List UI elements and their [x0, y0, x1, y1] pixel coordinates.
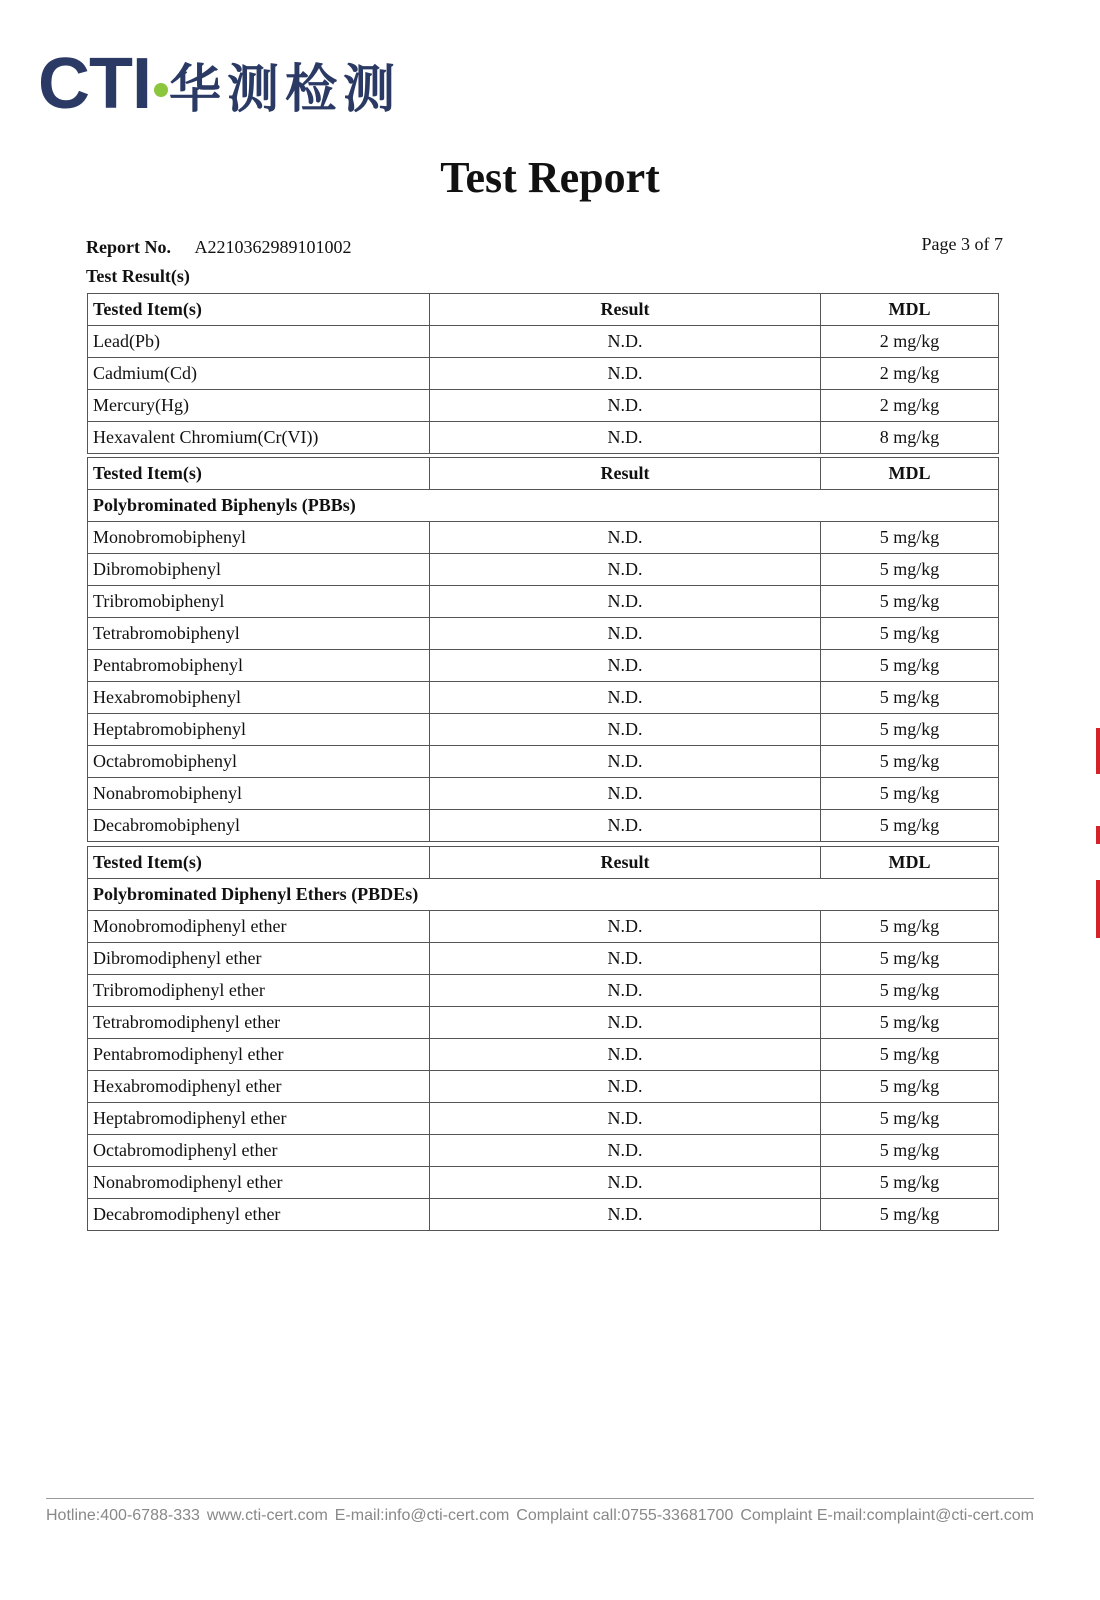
- result-cell: N.D.: [430, 1167, 821, 1199]
- mdl-cell: 5 mg/kg: [821, 1071, 999, 1103]
- report-number-label: Report No.: [86, 237, 171, 257]
- result-cell: N.D.: [430, 422, 821, 454]
- footer-website: www.cti-cert.com: [206, 1507, 328, 1524]
- table-row: [88, 1039, 999, 1071]
- mdl-cell: 5 mg/kg: [821, 975, 999, 1007]
- header-mdl: MDL: [821, 847, 999, 879]
- mdl-cell: 5 mg/kg: [821, 943, 999, 975]
- tested-item-cell: Monobromodiphenyl ether: [88, 911, 430, 943]
- mdl-cell: 2 mg/kg: [821, 326, 999, 358]
- tested-item-cell: Hexabromobiphenyl: [88, 682, 430, 714]
- page-title: Test Report: [440, 153, 660, 202]
- table-row: [88, 714, 999, 746]
- tested-item-cell: Octabromobiphenyl: [88, 746, 430, 778]
- result-cell: N.D.: [430, 1039, 821, 1071]
- result-cell: N.D.: [430, 714, 821, 746]
- seal-stamp-fragment: [1096, 728, 1100, 774]
- result-cell: N.D.: [430, 975, 821, 1007]
- result-cell: N.D.: [430, 358, 821, 390]
- group-title: Polybrominated Biphenyls (PBBs): [88, 490, 999, 522]
- tested-item-cell: Nonabromobiphenyl: [88, 778, 430, 810]
- tested-item-cell: Heptabromodiphenyl ether: [88, 1103, 430, 1135]
- mdl-cell: 5 mg/kg: [821, 522, 999, 554]
- result-cell: N.D.: [430, 810, 821, 842]
- report-number-value: A2210362989101002: [194, 237, 352, 257]
- table-row: [88, 975, 999, 1007]
- tested-item-cell: Mercury(Hg): [88, 390, 430, 422]
- mdl-cell: 5 mg/kg: [821, 586, 999, 618]
- table-row: [88, 618, 999, 650]
- tested-item-cell: Hexavalent Chromium(Cr(VI)): [88, 422, 430, 454]
- tested-item-cell: Decabromodiphenyl ether: [88, 1199, 430, 1231]
- tested-item-cell: Monobromobiphenyl: [88, 522, 430, 554]
- tested-item-cell: Tribromodiphenyl ether: [88, 975, 430, 1007]
- cti-logo: [38, 40, 401, 124]
- mdl-cell: 5 mg/kg: [821, 1167, 999, 1199]
- result-cell: N.D.: [430, 650, 821, 682]
- tested-item-cell: Dibromodiphenyl ether: [88, 943, 430, 975]
- result-cell: N.D.: [430, 943, 821, 975]
- table-row: [88, 650, 999, 682]
- table-row: [88, 810, 999, 842]
- table-row: [88, 1007, 999, 1039]
- table-row: [88, 586, 999, 618]
- result-cell: N.D.: [430, 1135, 821, 1167]
- tested-item-cell: Heptabromobiphenyl: [88, 714, 430, 746]
- report-number-line: [86, 237, 352, 258]
- table-row: [88, 778, 999, 810]
- header-tested-items: Tested Item(s): [88, 294, 430, 326]
- table-header-row: [88, 458, 999, 490]
- table-row: [88, 746, 999, 778]
- table-header-row: [88, 294, 999, 326]
- mdl-cell: 5 mg/kg: [821, 650, 999, 682]
- tested-item-cell: Octabromodiphenyl ether: [88, 1135, 430, 1167]
- footer: [46, 1507, 1034, 1525]
- tested-item-cell: Nonabromodiphenyl ether: [88, 1167, 430, 1199]
- result-cell: N.D.: [430, 1071, 821, 1103]
- mdl-cell: 5 mg/kg: [821, 1135, 999, 1167]
- mdl-cell: 5 mg/kg: [821, 911, 999, 943]
- page-number: Page 3 of 7: [921, 234, 1003, 254]
- result-cell: N.D.: [430, 522, 821, 554]
- result-cell: N.D.: [430, 911, 821, 943]
- pbb-table-body: [88, 458, 999, 842]
- heavy-metals-table-body: [88, 294, 999, 454]
- header-mdl: MDL: [821, 294, 999, 326]
- table-row: [88, 943, 999, 975]
- table-row: [88, 522, 999, 554]
- pbde-table: [87, 846, 999, 1231]
- pbde-table-body: [88, 847, 999, 1231]
- result-cell: N.D.: [430, 586, 821, 618]
- table-row: [88, 1071, 999, 1103]
- result-cell: N.D.: [430, 746, 821, 778]
- result-cell: N.D.: [430, 682, 821, 714]
- mdl-cell: 5 mg/kg: [821, 1007, 999, 1039]
- pbb-table: [87, 457, 999, 842]
- mdl-cell: 2 mg/kg: [821, 390, 999, 422]
- result-cell: N.D.: [430, 778, 821, 810]
- tested-item-cell: Pentabromobiphenyl: [88, 650, 430, 682]
- tested-item-cell: Tetrabromobiphenyl: [88, 618, 430, 650]
- mdl-cell: 5 mg/kg: [821, 682, 999, 714]
- result-cell: N.D.: [430, 618, 821, 650]
- table-row: [88, 358, 999, 390]
- tested-item-cell: Cadmium(Cd): [88, 358, 430, 390]
- table-row: [88, 390, 999, 422]
- mdl-cell: 5 mg/kg: [821, 1039, 999, 1071]
- mdl-cell: 2 mg/kg: [821, 358, 999, 390]
- heavy-metals-table: [87, 293, 999, 454]
- footer-email: E-mail:info@cti-cert.com: [334, 1507, 510, 1524]
- header-result: Result: [430, 458, 821, 490]
- header-result: Result: [430, 847, 821, 879]
- table-row: [88, 422, 999, 454]
- mdl-cell: 5 mg/kg: [821, 1103, 999, 1135]
- mdl-cell: 5 mg/kg: [821, 1199, 999, 1231]
- tested-item-cell: Dibromobiphenyl: [88, 554, 430, 586]
- tested-item-cell: Tetrabromodiphenyl ether: [88, 1007, 430, 1039]
- tested-item-cell: Decabromobiphenyl: [88, 810, 430, 842]
- table-row: [88, 1199, 999, 1231]
- mdl-cell: 5 mg/kg: [821, 746, 999, 778]
- footer-complaint-email: Complaint E-mail:complaint@cti-cert.com: [740, 1507, 1034, 1524]
- result-cell: N.D.: [430, 1199, 821, 1231]
- table-row: [88, 1135, 999, 1167]
- header-mdl: MDL: [821, 458, 999, 490]
- mdl-cell: 5 mg/kg: [821, 778, 999, 810]
- seal-stamp-fragment: [1096, 826, 1100, 844]
- result-cell: N.D.: [430, 1007, 821, 1039]
- mdl-cell: 8 mg/kg: [821, 422, 999, 454]
- mdl-cell: 5 mg/kg: [821, 618, 999, 650]
- tested-item-cell: Tribromobiphenyl: [88, 586, 430, 618]
- table-row: [88, 911, 999, 943]
- tested-item-cell: Hexabromodiphenyl ether: [88, 1071, 430, 1103]
- footer-complaint-call: Complaint call:0755-33681700: [516, 1507, 734, 1524]
- table-row: [88, 554, 999, 586]
- result-cell: N.D.: [430, 1103, 821, 1135]
- mdl-cell: 5 mg/kg: [821, 714, 999, 746]
- logo-chinese-text: 华测检测: [168, 60, 401, 120]
- group-title: Polybrominated Diphenyl Ethers (PBDEs): [88, 879, 999, 911]
- result-cell: N.D.: [430, 326, 821, 358]
- table-row: [88, 1167, 999, 1199]
- header-result: Result: [430, 294, 821, 326]
- footer-divider: [46, 1498, 1034, 1499]
- table-row: [88, 326, 999, 358]
- tested-item-cell: Lead(Pb): [88, 326, 430, 358]
- result-cell: N.D.: [430, 554, 821, 586]
- table-group-row: [88, 490, 999, 522]
- footer-hotline: Hotline:400-6788-333: [46, 1507, 200, 1524]
- result-cell: N.D.: [430, 390, 821, 422]
- table-row: [88, 1103, 999, 1135]
- test-results-label: Test Result(s): [86, 266, 190, 286]
- seal-stamp-fragment: [1096, 880, 1100, 938]
- logo-latin-text: CTI: [38, 44, 151, 124]
- header-tested-items: Tested Item(s): [88, 458, 430, 490]
- mdl-cell: 5 mg/kg: [821, 810, 999, 842]
- table-group-row: [88, 879, 999, 911]
- table-row: [88, 682, 999, 714]
- header-tested-items: Tested Item(s): [88, 847, 430, 879]
- table-header-row: [88, 847, 999, 879]
- tested-item-cell: Pentabromodiphenyl ether: [88, 1039, 430, 1071]
- mdl-cell: 5 mg/kg: [821, 554, 999, 586]
- logo-green-dot: [154, 83, 168, 97]
